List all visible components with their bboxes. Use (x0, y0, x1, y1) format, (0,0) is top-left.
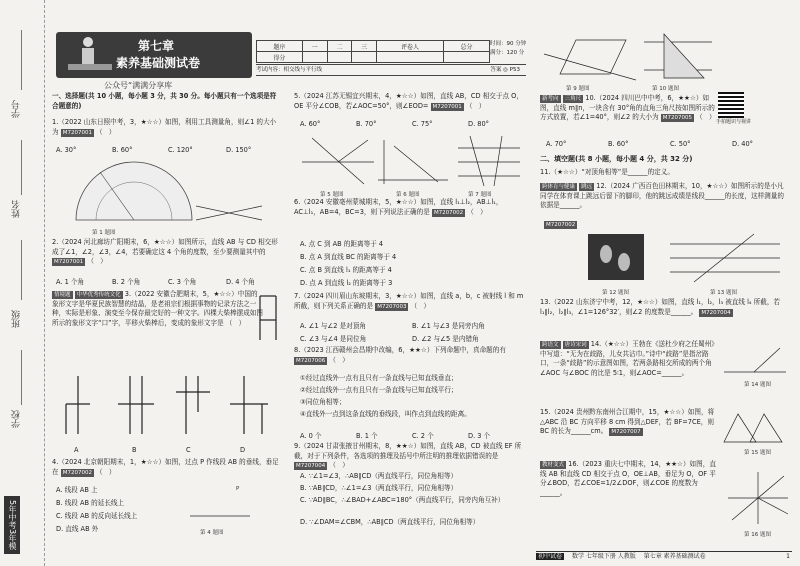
question-2: 2.（2024 河北廊坊广阳期末，6，★☆☆）如图所示，直线 AB 与 CD 相交形成了∠1，∠2，∠3，∠4，若要确定这 4 个角的度数，至少要测量其中的 M7207001 （ ） (52, 238, 278, 266)
knowledge-code[interactable]: M7207001 (432, 103, 462, 110)
intersecting-lines-figure (724, 468, 792, 528)
full-score: 满分：120 分 (490, 50, 525, 56)
question-5: 5.（2024 江苏无锡宜兴期末，4，★☆☆）如图，直线 AB，CD 相交于点 O，OE 平分∠COB，若∠AOC=50°，则∠EOD= M7207001 （ ） (294, 92, 523, 110)
q5-option-a[interactable]: A. 60° (300, 120, 321, 128)
question-12-text: 12.（2024 广西百色田林期末，10，★☆☆）如图所示的是小凡同学在体育课上跳远后留下的脚印，他的跳远成绩是线段______的长度，这样测量的依据是______。 (540, 182, 784, 210)
question-4-text: 4.（2024 北京朝阳期末，1，★☆☆）如图，过点 P 作线段 AB 的垂线，垂足在 (52, 458, 279, 476)
question-8-text: 8.（2023 江西赣州会昌期中改编，6，★★☆）下列命题中，真命题的有 (294, 346, 506, 354)
question-11: 11.（★☆☆）“对顶角相等”是______的定义。 (540, 168, 674, 176)
score-blank[interactable] (352, 52, 377, 63)
q8-item-1: ①经过直线外一点有且只有一条直线与已知直线垂直； (300, 374, 458, 382)
q8-item-4: ④直线外一点到这条直线的垂线段，叫作点到直线的距离。 (300, 410, 471, 418)
question-1: 1.（2022 山东日照中考，3，★☆☆）如图，利用工具测量角，则∠1 的大小为 M7207001 （ ） (52, 118, 277, 136)
knowledge-code[interactable]: M7207002 (433, 209, 464, 216)
exam-meta (490, 40, 526, 58)
q4-option-c[interactable]: C. 线段 AB 的反向延长线上 (56, 512, 138, 520)
knowledge-code[interactable]: M7207006 (296, 357, 326, 364)
q14-figure-caption: 第 14 题图 (744, 382, 771, 388)
q6-option-b[interactable]: B. 点 A 到直线 BC 的距离等于 4 (300, 253, 397, 261)
footer-book: 数学 七年级下册 人教版 (571, 553, 636, 560)
chapter-banner (56, 32, 252, 78)
q4-option-b[interactable]: B. 线段 AB 的延长线上 (56, 499, 125, 507)
knowledge-code[interactable]: M7207007 (611, 429, 641, 436)
q1-figure-caption: 第 1 题图 (92, 230, 116, 236)
q9-option-a[interactable]: A. ∵∠1=∠3，∴AB∥CD（两直线平行，同位角相等） (300, 472, 458, 480)
knowledge-code[interactable]: M7207004 (296, 463, 326, 470)
score-blank[interactable] (377, 52, 444, 63)
q9-option-d[interactable]: D. ∵∠DAM=∠CBM，∴AB∥CD（两直线平行，同位角相等） (300, 518, 480, 526)
q1-option-b[interactable]: B. 60° (112, 146, 133, 154)
point-p-label: P (236, 486, 240, 492)
section2-title: 二、填空题(共 8 小题，每小题 4 分，共 32 分) (540, 155, 693, 163)
q15-figure-caption: 第 15 题图 (744, 450, 771, 456)
name-label: 姓名 (12, 200, 22, 218)
q3-option-c[interactable]: C (186, 446, 191, 454)
chapter-number: 第七章 (138, 39, 175, 53)
score-blank[interactable] (327, 52, 352, 63)
watermark-text: 公众号“满满分享库 (104, 81, 173, 90)
tag-badge: 教材变式 (542, 462, 565, 468)
question-6: 6.（2024 安徽亳州蒙城期末，5，★☆☆）如图，直线 l₁⊥l₂，AB⊥l₁，AC⊥l₁，AB=4，BC=3，则下列说法正确的是 M7207002 （ ） (294, 198, 503, 216)
qr-code-icon[interactable] (718, 92, 744, 118)
q7-figure-caption: 第 7 题图 (468, 192, 492, 198)
q10-option-c[interactable]: C. 50° (670, 140, 691, 148)
tag-badge: 三角尺 (564, 96, 582, 102)
class-label: 班级 (12, 310, 22, 328)
q8-option-c[interactable]: C. 2 个 (412, 432, 434, 440)
score-header-cell: 二 (327, 41, 352, 52)
question-7-text: 7.（2024 四川眉山东坡期末，3，★☆☆）如图，直线 a，b，c 被射线 l 和 m 所截，则下列关系正确的是 (294, 292, 524, 310)
knowledge-code[interactable]: M7207005 (662, 115, 693, 122)
page-number: 1 (786, 553, 790, 560)
content-strip (256, 64, 526, 76)
q1-option-c[interactable]: C. 120° (168, 146, 193, 154)
reading-figure-icon (60, 32, 120, 78)
question-3: 情境题 中华优秀传统文化 3.（2022 安徽合肥期末，5，★☆☆）中国的象形文字是华夏民族智慧的结晶，是老祖宗们根据事物的记录方法之一种，实际是形象、演变至今保存最完好的一种文字。四棵大柴棒摆成如图所示的象形文字“口”字，平移火柴棒后，变成的象形文字是 （ ） (52, 290, 263, 327)
brand-logo: 5年中考3年模 (4, 496, 20, 554)
q10-figure-caption: 第 10 题图 (652, 86, 679, 92)
q2-option-d[interactable]: D. 4 个角 (226, 278, 255, 286)
question-8: 8.（2023 江西赣州会昌期中改编，6，★★☆）下列命题中，真命题的有 M7207006 （ ） (294, 346, 506, 364)
score-row-label: 得分 (257, 52, 303, 63)
score-header-cell: 评卷人 (377, 41, 444, 52)
q7-option-d[interactable]: D. ∠2 与∠5 是内错角 (412, 335, 479, 343)
q9-figure-caption: 第 9 题图 (566, 86, 590, 92)
knowledge-code[interactable]: M7207002 (62, 469, 92, 476)
q10-option-b[interactable]: B. 60° (608, 140, 629, 148)
q1-option-a[interactable]: A. 30° (56, 146, 77, 154)
score-header-cell: 三 (352, 41, 377, 52)
q2-option-a[interactable]: A. 1 个角 (56, 278, 85, 286)
q7-option-c[interactable]: C. ∠3 与∠4 是同位角 (300, 335, 367, 343)
score-header-cell: 题序 (257, 41, 303, 52)
q3-option-a[interactable]: A (74, 446, 79, 454)
question-15-text: 15.（2024 贵州黔东南州合江期中，15，★☆☆）如图，将△ABC 沿 BC 方向平移 8 cm 得到△DEF，若 BF=7CE，则 BC 的长为______cm。 (540, 408, 715, 436)
question-7: 7.（2024 四川眉山东坡期末，3，★☆☆）如图，直线 a，b，c 被射线 l 和 m 所截，则下列关系正确的是 M7207003 （ ） (294, 292, 524, 310)
question-14 (540, 340, 716, 378)
question-3-text: 3.（2022 安徽合肥期末，5，★☆☆）中国的象形文字是华夏民族智慧的结晶，是老祖宗们根据事物的记录方法之一种，实际是形象、演变至今保存最完好的一种文字。四棵大柴棒摆成如图所示的象形文字“口”字，平移火柴棒后，变成的象形文字是 (52, 290, 263, 327)
tag-badge: 跨语文 (542, 342, 559, 348)
tag-badge: 跳远 (581, 184, 593, 190)
exam-content: 考试内容：相交线与平行线 (256, 67, 323, 73)
answer-ref: 答案 ◎ P53 (490, 67, 520, 73)
q8-option-d[interactable]: D. 3 个 (468, 432, 491, 440)
q8-item-2: ②经过直线外一点有且只有一条直线与已知直线平行； (300, 386, 458, 394)
q6-option-d[interactable]: D. 点 A 到直线 l₂ 的距离等于 3 (300, 279, 393, 287)
question-13 (540, 298, 790, 317)
id-label: 学号 (12, 100, 22, 118)
q10-option-d[interactable]: D. 40° (732, 140, 753, 148)
question-16-text: 16.（2023 重庆七中期末，14，★★☆）如图，直线 AB 和直线 CD 相交于点 O，OE⊥AB，垂足为 O，OF 平分∠BOD，若∠COE=1/2∠DOF，则∠COE 的度数为______。 (540, 460, 716, 497)
question-10: 新考向 三角尺 10.（2024 四川巴中中考，6，★★☆）如图，直线 m∥n，一块含有 30°角的直角三角尺按如图所示的方式放置，若∠1=40°，则∠2 的大小为 M7207005 （ ） (540, 94, 716, 122)
figures-5-6-7 (298, 132, 524, 188)
question-13-text: 13.（2022 山东济宁中考，12，★☆☆）如图，直线 l₁，l₂，l₃ 被直线 l₄ 所截，若 l₁∥l₂，l₂∥l₃，∠1=126°32′，则∠2 的度数是______。 (540, 298, 781, 316)
q5-option-d[interactable]: D. 80° (468, 120, 489, 128)
question-16 (540, 460, 716, 498)
question-9: 9.（2024 甘肃张掖甘州期末，8，★★☆）如图，直线 AB，CD 被直线 EF 所截，对于下列条件，各选项的推理及括号中所注明的推理依据错误的是 M7207004 （ ） (294, 442, 522, 470)
question-1-text: 1.（2022 山东日照中考，3，★☆☆）如图，利用工具测量角，则∠1 的大小为 (52, 118, 277, 136)
qr-caption: 手拍题识与视讲 (716, 119, 752, 125)
section1-title: 一、选择题(共 10 小题，每小题 3 分，共 30 分。每小题只有一个选项是符合题意的) (52, 92, 277, 110)
q6-option-a[interactable]: A. 点 C 到 AB 的距离等于 4 (300, 240, 384, 248)
school-line (21, 350, 22, 405)
q7-option-b[interactable]: B. ∠1 与∠3 是同旁内角 (412, 322, 485, 330)
q13-figure-caption: 第 13 题图 (710, 290, 737, 296)
q6-figure-caption: 第 6 题图 (396, 192, 420, 198)
page-footer (536, 551, 792, 562)
q9-option-b[interactable]: B. ∵AB∥CD，∴∠1=∠3（两直线平行，同位角相等） (300, 484, 458, 492)
question-15 (540, 408, 716, 437)
question-14-text: 14.（★☆☆）王勃在《送杜少府之任蜀州》中写道：“无为在歧路，儿女共沾巾。”诗中“歧路”是指岔路口，一条“歧路”的示意图如图，若两条路相交所成的两个角∠AOC 与∠BOC 的比是 5∶1，则∠AOC=______。 (540, 340, 715, 377)
fork-road-figure (720, 342, 790, 378)
score-blank[interactable] (444, 52, 490, 63)
question-4: 4.（2024 北京朝阳期末，1，★☆☆）如图，过点 P 作线段 AB 的垂线，垂足在 M7207002 （ ） (52, 458, 279, 476)
score-blank[interactable] (302, 52, 327, 63)
footer-brand: 初中试卷 (538, 553, 563, 560)
q5-figure-caption: 第 5 题图 (320, 192, 344, 198)
q12-figure-caption: 第 12 题图 (602, 290, 629, 296)
q1-option-d[interactable]: D. 150° (226, 146, 252, 154)
binding-strip (0, 0, 45, 566)
q9-option-c[interactable]: C. ∵AD∥BC，∴∠BAD+∠ABC=180°（两直线平行，同旁内角互补） (300, 496, 505, 504)
q3-option-d[interactable]: D (240, 446, 246, 454)
q3-option-b[interactable]: B (132, 446, 137, 454)
question-9-text: 9.（2024 甘肃张掖甘州期末，8，★★☆）如图，直线 AB，CD 被直线 EF 所截，对于下列条件，各选项的推理及括号中所注明的推理依据错误的是 (294, 442, 522, 460)
class-line (21, 240, 22, 300)
q8-item-3: ③同位角相等； (300, 398, 346, 406)
q5-option-c[interactable]: C. 75° (412, 120, 433, 128)
knowledge-code[interactable]: M7207001 (62, 129, 92, 136)
knowledge-code[interactable]: M7207003 (377, 303, 407, 310)
knowledge-code[interactable]: M7207004 (701, 309, 731, 316)
tag-badge: 跨体育与健康 (542, 184, 576, 190)
figures-9-10 (540, 30, 716, 82)
segment-ab-figure (186, 510, 256, 522)
knowledge-code[interactable]: M7207002 (546, 222, 576, 228)
q4-option-d[interactable]: D. 直线 AB 外 (56, 525, 99, 533)
tag-badge: 情境题 (54, 292, 71, 298)
score-header-cell: 总分 (444, 41, 490, 52)
q6-option-c[interactable]: C. 点 B 到直线 l₁ 的距离等于 4 (300, 266, 392, 274)
time-limit: 时间：90 分钟 (490, 41, 527, 47)
q7-option-a[interactable]: A. ∠1 与∠2 是对顶角 (300, 322, 366, 330)
figures-12-13 (584, 232, 784, 284)
q12-code-row (544, 220, 577, 230)
matchstick-kou-figure (256, 292, 280, 344)
q8-option-b[interactable]: B. 1 个 (356, 432, 378, 440)
score-header-cell: 一 (302, 41, 327, 52)
question-2-text: 2.（2024 河北廊坊广阳期末，6，★☆☆）如图所示，直线 AB 与 CD 相交形成了∠1，∠2，∠3，∠4，若要确定这 4 个角的度数，至少要测量其中的 (52, 238, 278, 256)
question-5-text: 5.（2024 江苏无锡宜兴期末，4，★☆☆）如图，直线 AB，CD 相交于点 O，OE 平分∠COB，若∠AOC=50°，则∠EOD= (294, 92, 523, 110)
q16-figure-caption: 第 16 题图 (744, 532, 771, 538)
question-12 (540, 182, 790, 211)
q2-option-b[interactable]: B. 2 个角 (112, 278, 141, 286)
protractor-figure (66, 158, 266, 228)
q2-option-c[interactable]: C. 3 个角 (168, 278, 197, 286)
q4-figure-caption: 第 4 题图 (200, 530, 224, 536)
q10-option-a[interactable]: A. 70° (546, 140, 567, 148)
footer-chapter: 第七章 素养基础测试卷 (643, 553, 706, 560)
q4-option-a[interactable]: A. 线段 AB 上 (56, 486, 98, 494)
tag-badge: 唐诗宋词 (564, 342, 587, 348)
id-line (21, 30, 22, 90)
score-table (256, 40, 490, 63)
translation-triangle-figure (720, 410, 792, 446)
exam-title: 素养基础测试卷 (116, 56, 201, 70)
question-10-text: 10.（2024 四川巴中中考，6，★★☆）如图，直线 m∥n，一块含有 30°角的直角三角尺按如图所示的方式放置，若∠1=40°，则∠2 的大小为 (540, 94, 715, 122)
school-label: 学校 (12, 410, 22, 428)
q8-option-a[interactable]: A. 0 个 (300, 432, 322, 440)
tag-badge: 新考向 (542, 96, 559, 102)
question-6-text: 6.（2024 安徽亳州蒙城期末，5，★☆☆）如图，直线 l₁⊥l₂，AB⊥l₁，AC⊥l₁，AB=4，BC=3，则下列说法正确的是 (294, 198, 503, 216)
matchstick-options-figure (58, 372, 278, 442)
name-line (21, 140, 22, 195)
knowledge-code[interactable]: M7207001 (54, 259, 84, 266)
q5-option-b[interactable]: B. 70° (356, 120, 377, 128)
tag-badge: 中华优秀传统文化 (76, 292, 121, 298)
